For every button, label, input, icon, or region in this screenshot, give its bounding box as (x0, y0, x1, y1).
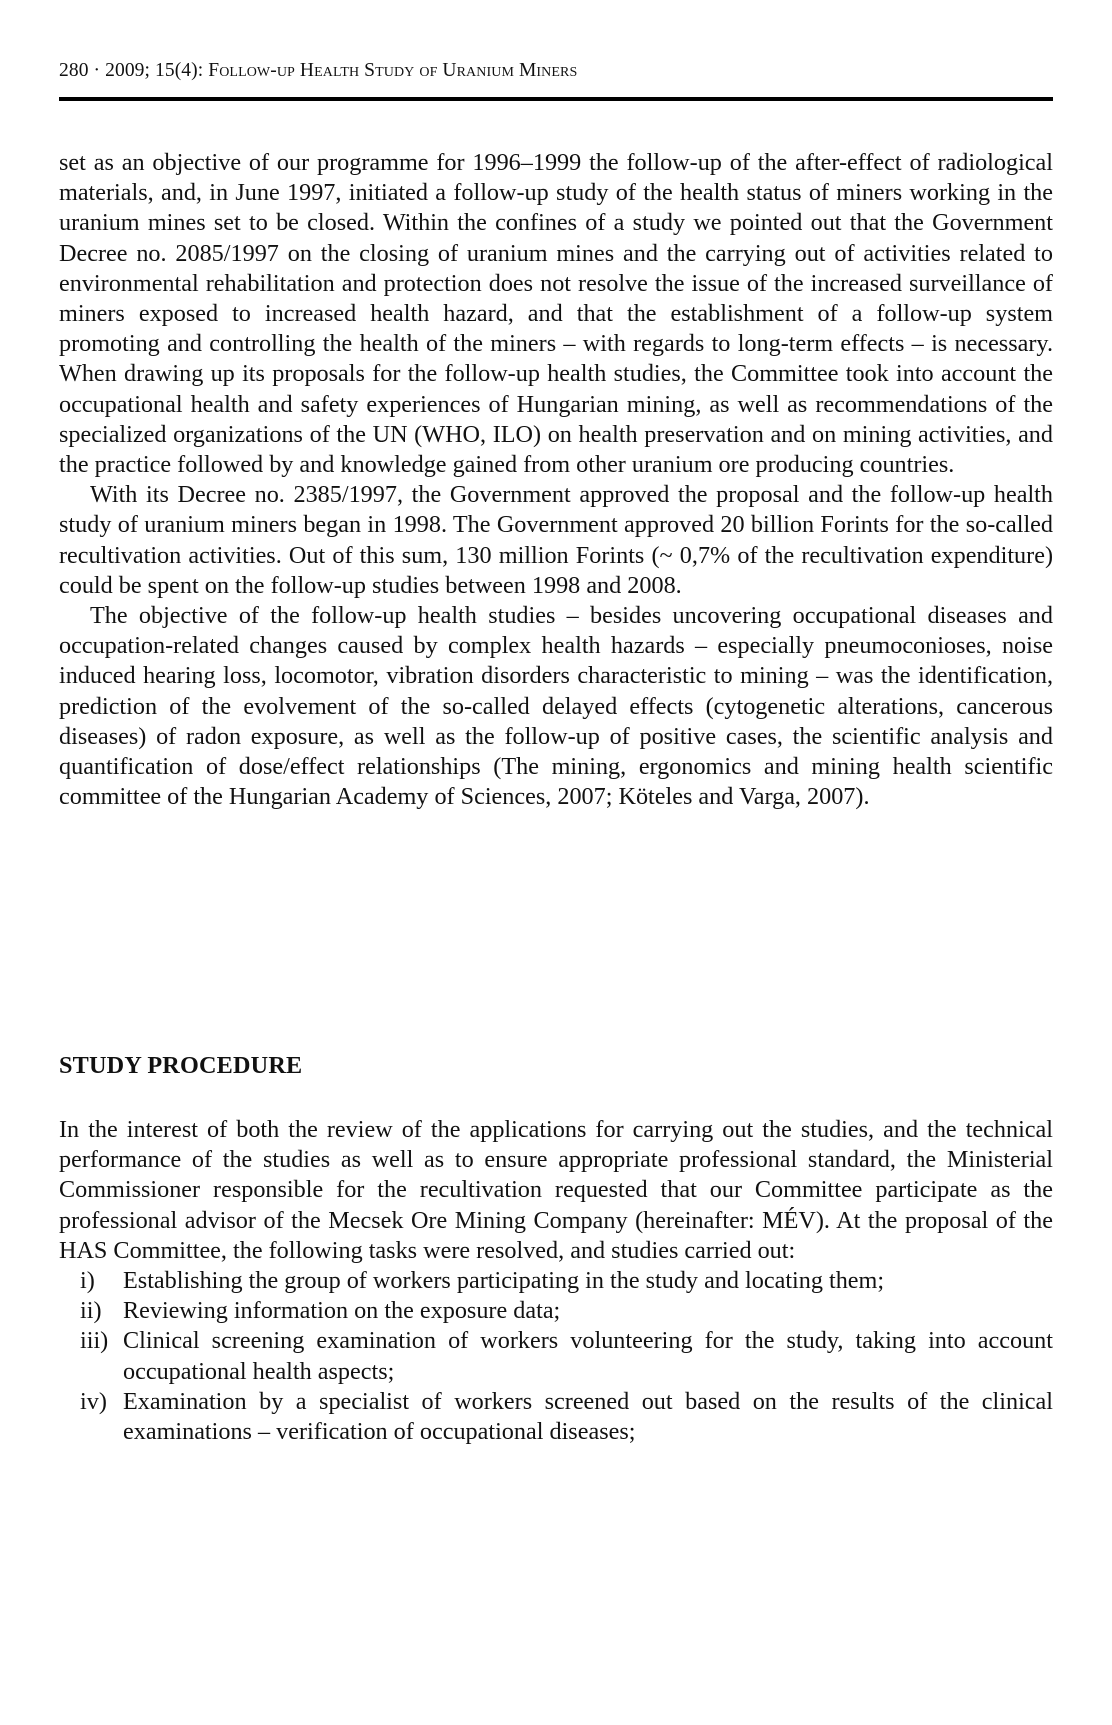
paragraph: The objective of the follow-up health studies – besides uncovering occupational diseases and occupation-related changes caused by complex health hazards – especially pneumoconioses, noise induced hearing loss, locomotor, vibration disorders characteristic to mining – was the identification, prediction of the evolvement of the so-called delayed effects (cytogenetic alterations, cancerous diseases) of radon exposure, as well as the follow-up of positive cases, the scientific analysis and quantification of dose/effect relationships (The mining, ergonomics and mining health scientific committee of the Hungarian Academy of Sciences, 2007; Köteles and Varga, 2007). (59, 602, 1053, 811)
citation: 2009; 15(4): (105, 60, 204, 81)
task-item (59, 1266, 1053, 1296)
task-text: Establishing the group of workers participating in the study and locating them; (123, 1267, 885, 1295)
task-number: iii) (80, 1327, 109, 1355)
task-text: Examination by a specialist of workers screened out based on the results of the clinical examinations – verification of occupational diseases; (123, 1387, 1053, 1446)
task-text: Reviewing information on the exposure data; (123, 1297, 561, 1325)
page-number: 280 (59, 60, 89, 81)
header-rule (59, 97, 1053, 101)
task-number: ii) (80, 1297, 102, 1325)
journal-running-title: Follow-up Health Study of Uranium Miners (208, 60, 578, 81)
task-item (59, 1326, 1053, 1386)
section-intro-text (59, 148, 1053, 812)
paragraph: set as an objective of our programme for 1996–1999 the follow-up of the after-effect of radiological materials, and, in June 1997, initiated a follow-up study of the health status of miners working in the uranium mines set to be closed. Within the confines of a study we pointed out that the Government Decree no. 2085/1997 on the closing of uranium mines and the carrying out of activities related to environmental rehabilitation and protection does not resolve the issue of the increased surveillance of miners exposed to increased health hazard, and that the establishment of a follow-up system promoting and controlling the health of the miners – with regards to long-term effects – is necessary. When drawing up its proposals for the follow-up health studies, the Committee took into account the occupational health and safety experiences of Hungarian mining, as well as recommendations of the specialized organizations of the UN (WHO, ILO) on health preservation and on mining activities, and the practice followed by and knowledge gained from other uranium ore producing countries. (59, 149, 1053, 479)
study-procedure-text (59, 1115, 1053, 1447)
running-head (59, 60, 577, 82)
task-number: i) (80, 1267, 95, 1295)
task-item (59, 1296, 1053, 1326)
task-list (59, 1266, 1053, 1447)
task-number: iv) (80, 1387, 107, 1415)
task-item (59, 1387, 1053, 1447)
paragraph: With its Decree no. 2385/1997, the Government approved the proposal and the follow-up health study of uranium miners began in 1998. The Government approved 20 billion Forints for the so-called recultivation activities. Out of this sum, 130 million Forints (~ 0,7% of the recultivation expenditure) could be spent on the follow-up studies between 1998 and 2008. (59, 481, 1053, 599)
separator: · (93, 60, 101, 81)
paragraph: In the interest of both the review of the applications for carrying out the studies, and the technical performance of the studies as well as to ensure appropriate professional standard, the Ministerial Commissioner responsible for the recultivation requested that our Committee participate as the professional advisor of the Mecsek Ore Mining Company (hereinafter: MÉV). At the proposal of the HAS Committee, the following tasks were resolved, and studies carried out: (59, 1116, 1053, 1264)
task-text: Clinical screening examination of workers volunteering for the study, taking into account occupational health aspects; (123, 1327, 1053, 1385)
section-heading: STUDY PROCEDURE (59, 1052, 303, 1079)
